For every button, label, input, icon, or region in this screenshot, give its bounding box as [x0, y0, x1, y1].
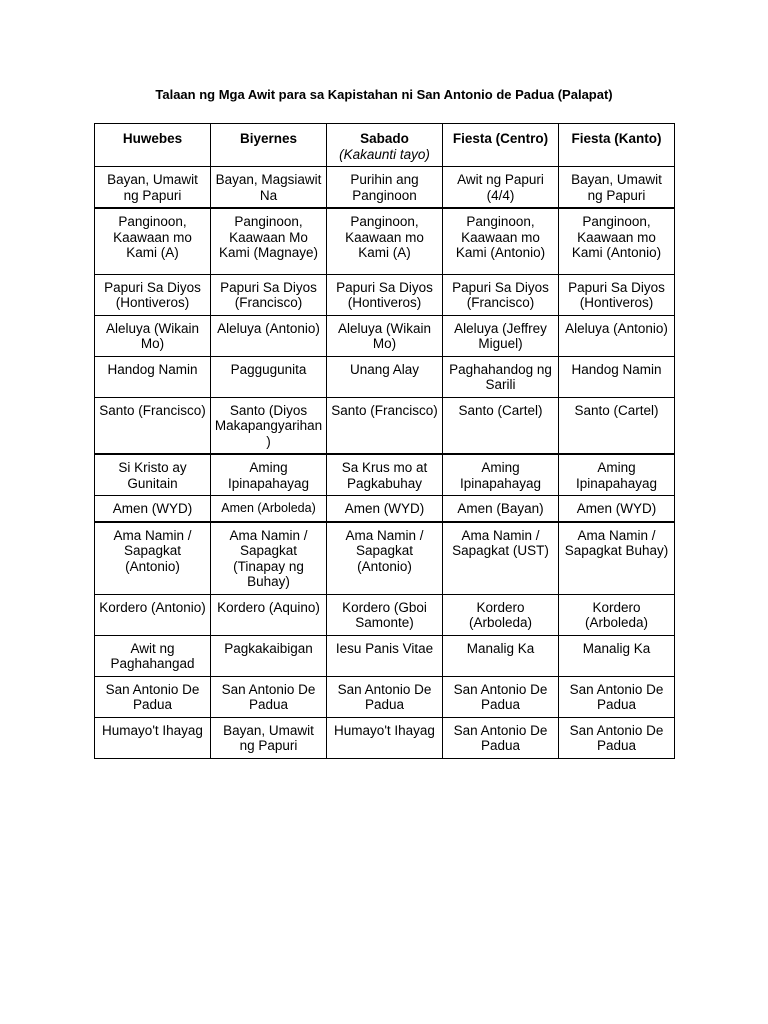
table-cell: San Antonio De Padua	[559, 717, 675, 758]
table-cell: Manalig Ka	[559, 635, 675, 676]
table-cell: Ama Namin / Sapagkat Buhay)	[559, 522, 675, 595]
table-cell: Panginoon, Kaawaan mo Kami (Antonio)	[559, 208, 675, 274]
table-cell: Santo (Cartel)	[443, 397, 559, 454]
table-row	[95, 635, 675, 676]
column-header-huwebes	[95, 124, 211, 167]
table-cell: Amen (Bayan)	[443, 496, 559, 522]
table-cell: Panginoon, Kaawaan mo Kami (A)	[327, 208, 443, 274]
column-header-biyernes	[211, 124, 327, 167]
table-cell: Aming Ipinapahayag	[443, 454, 559, 496]
column-header-label: Sabado	[360, 131, 409, 146]
table-cell: Kordero (Arboleda)	[443, 594, 559, 635]
table-cell: San Antonio De Padua	[95, 676, 211, 717]
table-cell: Humayo't Ihayag	[327, 717, 443, 758]
table-cell: Panginoon, Kaawaan Mo Kami (Magnaye)	[211, 208, 327, 274]
table-cell: Pagkakaibigan	[211, 635, 327, 676]
table-cell: Aming Ipinapahayag	[559, 454, 675, 496]
table-cell: Aleluya (Antonio)	[559, 315, 675, 356]
table-cell: Kordero (Gboi Samonte)	[327, 594, 443, 635]
table-cell: Awit ng Paghahangad	[95, 635, 211, 676]
table-cell: Awit ng Papuri (4/4)	[443, 167, 559, 209]
table-cell: Aleluya (Jeffrey Miguel)	[443, 315, 559, 356]
table-row	[95, 274, 675, 315]
table-cell: Papuri Sa Diyos (Hontiveros)	[95, 274, 211, 315]
table-cell: Paggugunita	[211, 356, 327, 397]
table-cell: Panginoon, Kaawaan mo Kami (A)	[95, 208, 211, 274]
table-row	[95, 397, 675, 454]
column-header-label: Huwebes	[122, 131, 183, 146]
table-cell: Santo (Francisco)	[327, 397, 443, 454]
table-row	[95, 315, 675, 356]
table-cell: Amen (WYD)	[95, 496, 211, 522]
table-cell: Kordero (Arboleda)	[559, 594, 675, 635]
table-header-row	[95, 124, 675, 167]
table-cell: Paghahandog ng Sarili	[443, 356, 559, 397]
column-header-sabado	[327, 124, 443, 167]
table-cell: San Antonio De Padua	[211, 676, 327, 717]
table-cell: Ama Namin / Sapagkat (Antonio)	[95, 522, 211, 595]
column-header-label: Fiesta (Kanto)	[571, 131, 662, 146]
table-cell: San Antonio De Padua	[443, 676, 559, 717]
table-row	[95, 356, 675, 397]
table-cell: Handog Namin	[559, 356, 675, 397]
table-cell: San Antonio De Padua	[443, 717, 559, 758]
table-cell: Amen (Arboleda)	[211, 496, 327, 522]
table-row	[95, 594, 675, 635]
table-cell: Handog Namin	[95, 356, 211, 397]
table-cell: Papuri Sa Diyos (Francisco)	[443, 274, 559, 315]
table-cell: San Antonio De Padua	[327, 676, 443, 717]
table-cell: Aleluya (Antonio)	[211, 315, 327, 356]
column-header-fiesta-centro	[443, 124, 559, 167]
table-cell: Ama Namin / Sapagkat (Antonio)	[327, 522, 443, 595]
table-row	[95, 167, 675, 209]
table-cell: Papuri Sa Diyos (Francisco)	[211, 274, 327, 315]
table-row	[95, 496, 675, 522]
table-cell: Bayan, Umawit ng Papuri	[95, 167, 211, 209]
song-schedule-table	[94, 123, 675, 759]
column-header-fiesta-kanto	[559, 124, 675, 167]
table-cell: Santo (Cartel)	[559, 397, 675, 454]
table-cell: Humayo't Ihayag	[95, 717, 211, 758]
table-cell: Amen (WYD)	[327, 496, 443, 522]
table-cell: Santo (Diyos Makapangyarihan)	[211, 397, 327, 454]
table-cell: Ama Namin / Sapagkat (Tinapay ng Buhay)	[211, 522, 327, 595]
column-header-label: Biyernes	[239, 131, 298, 146]
table-cell: Sa Krus mo at Pagkabuhay	[327, 454, 443, 496]
table-cell: Ama Namin / Sapagkat (UST)	[443, 522, 559, 595]
table-cell: San Antonio De Padua	[559, 676, 675, 717]
table-cell: Iesu Panis Vitae	[327, 635, 443, 676]
page-title: Talaan ng Mga Awit para sa Kapistahan ni San Antonio de Padua (Palapat)	[155, 87, 613, 102]
table-row	[95, 717, 675, 758]
column-header-note: (Kakaunti tayo)	[339, 146, 430, 162]
table-cell: Aleluya (Wikain Mo)	[95, 315, 211, 356]
table-cell: Manalig Ka	[443, 635, 559, 676]
table-cell: Unang Alay	[327, 356, 443, 397]
table-cell: Kordero (Antonio)	[95, 594, 211, 635]
table-cell: Bayan, Magsiawit Na	[211, 167, 327, 209]
table-cell: Purihin ang Panginoon	[327, 167, 443, 209]
table-cell: Aming Ipinapahayag	[211, 454, 327, 496]
table-cell: Amen (WYD)	[559, 496, 675, 522]
table-cell: Panginoon, Kaawaan mo Kami (Antonio)	[443, 208, 559, 274]
table-row	[95, 676, 675, 717]
table-row	[95, 522, 675, 595]
table-cell: Papuri Sa Diyos (Hontiveros)	[327, 274, 443, 315]
table-cell: Kordero (Aquino)	[211, 594, 327, 635]
table-cell: Bayan, Umawit ng Papuri	[211, 717, 327, 758]
column-header-label: Fiesta (Centro)	[452, 131, 549, 146]
table-cell: Papuri Sa Diyos (Hontiveros)	[559, 274, 675, 315]
table-row	[95, 208, 675, 274]
table-cell: Si Kristo ay Gunitain	[95, 454, 211, 496]
table-cell: Santo (Francisco)	[95, 397, 211, 454]
table-row	[95, 454, 675, 496]
table-cell: Aleluya (Wikain Mo)	[327, 315, 443, 356]
table-cell: Bayan, Umawit ng Papuri	[559, 167, 675, 209]
